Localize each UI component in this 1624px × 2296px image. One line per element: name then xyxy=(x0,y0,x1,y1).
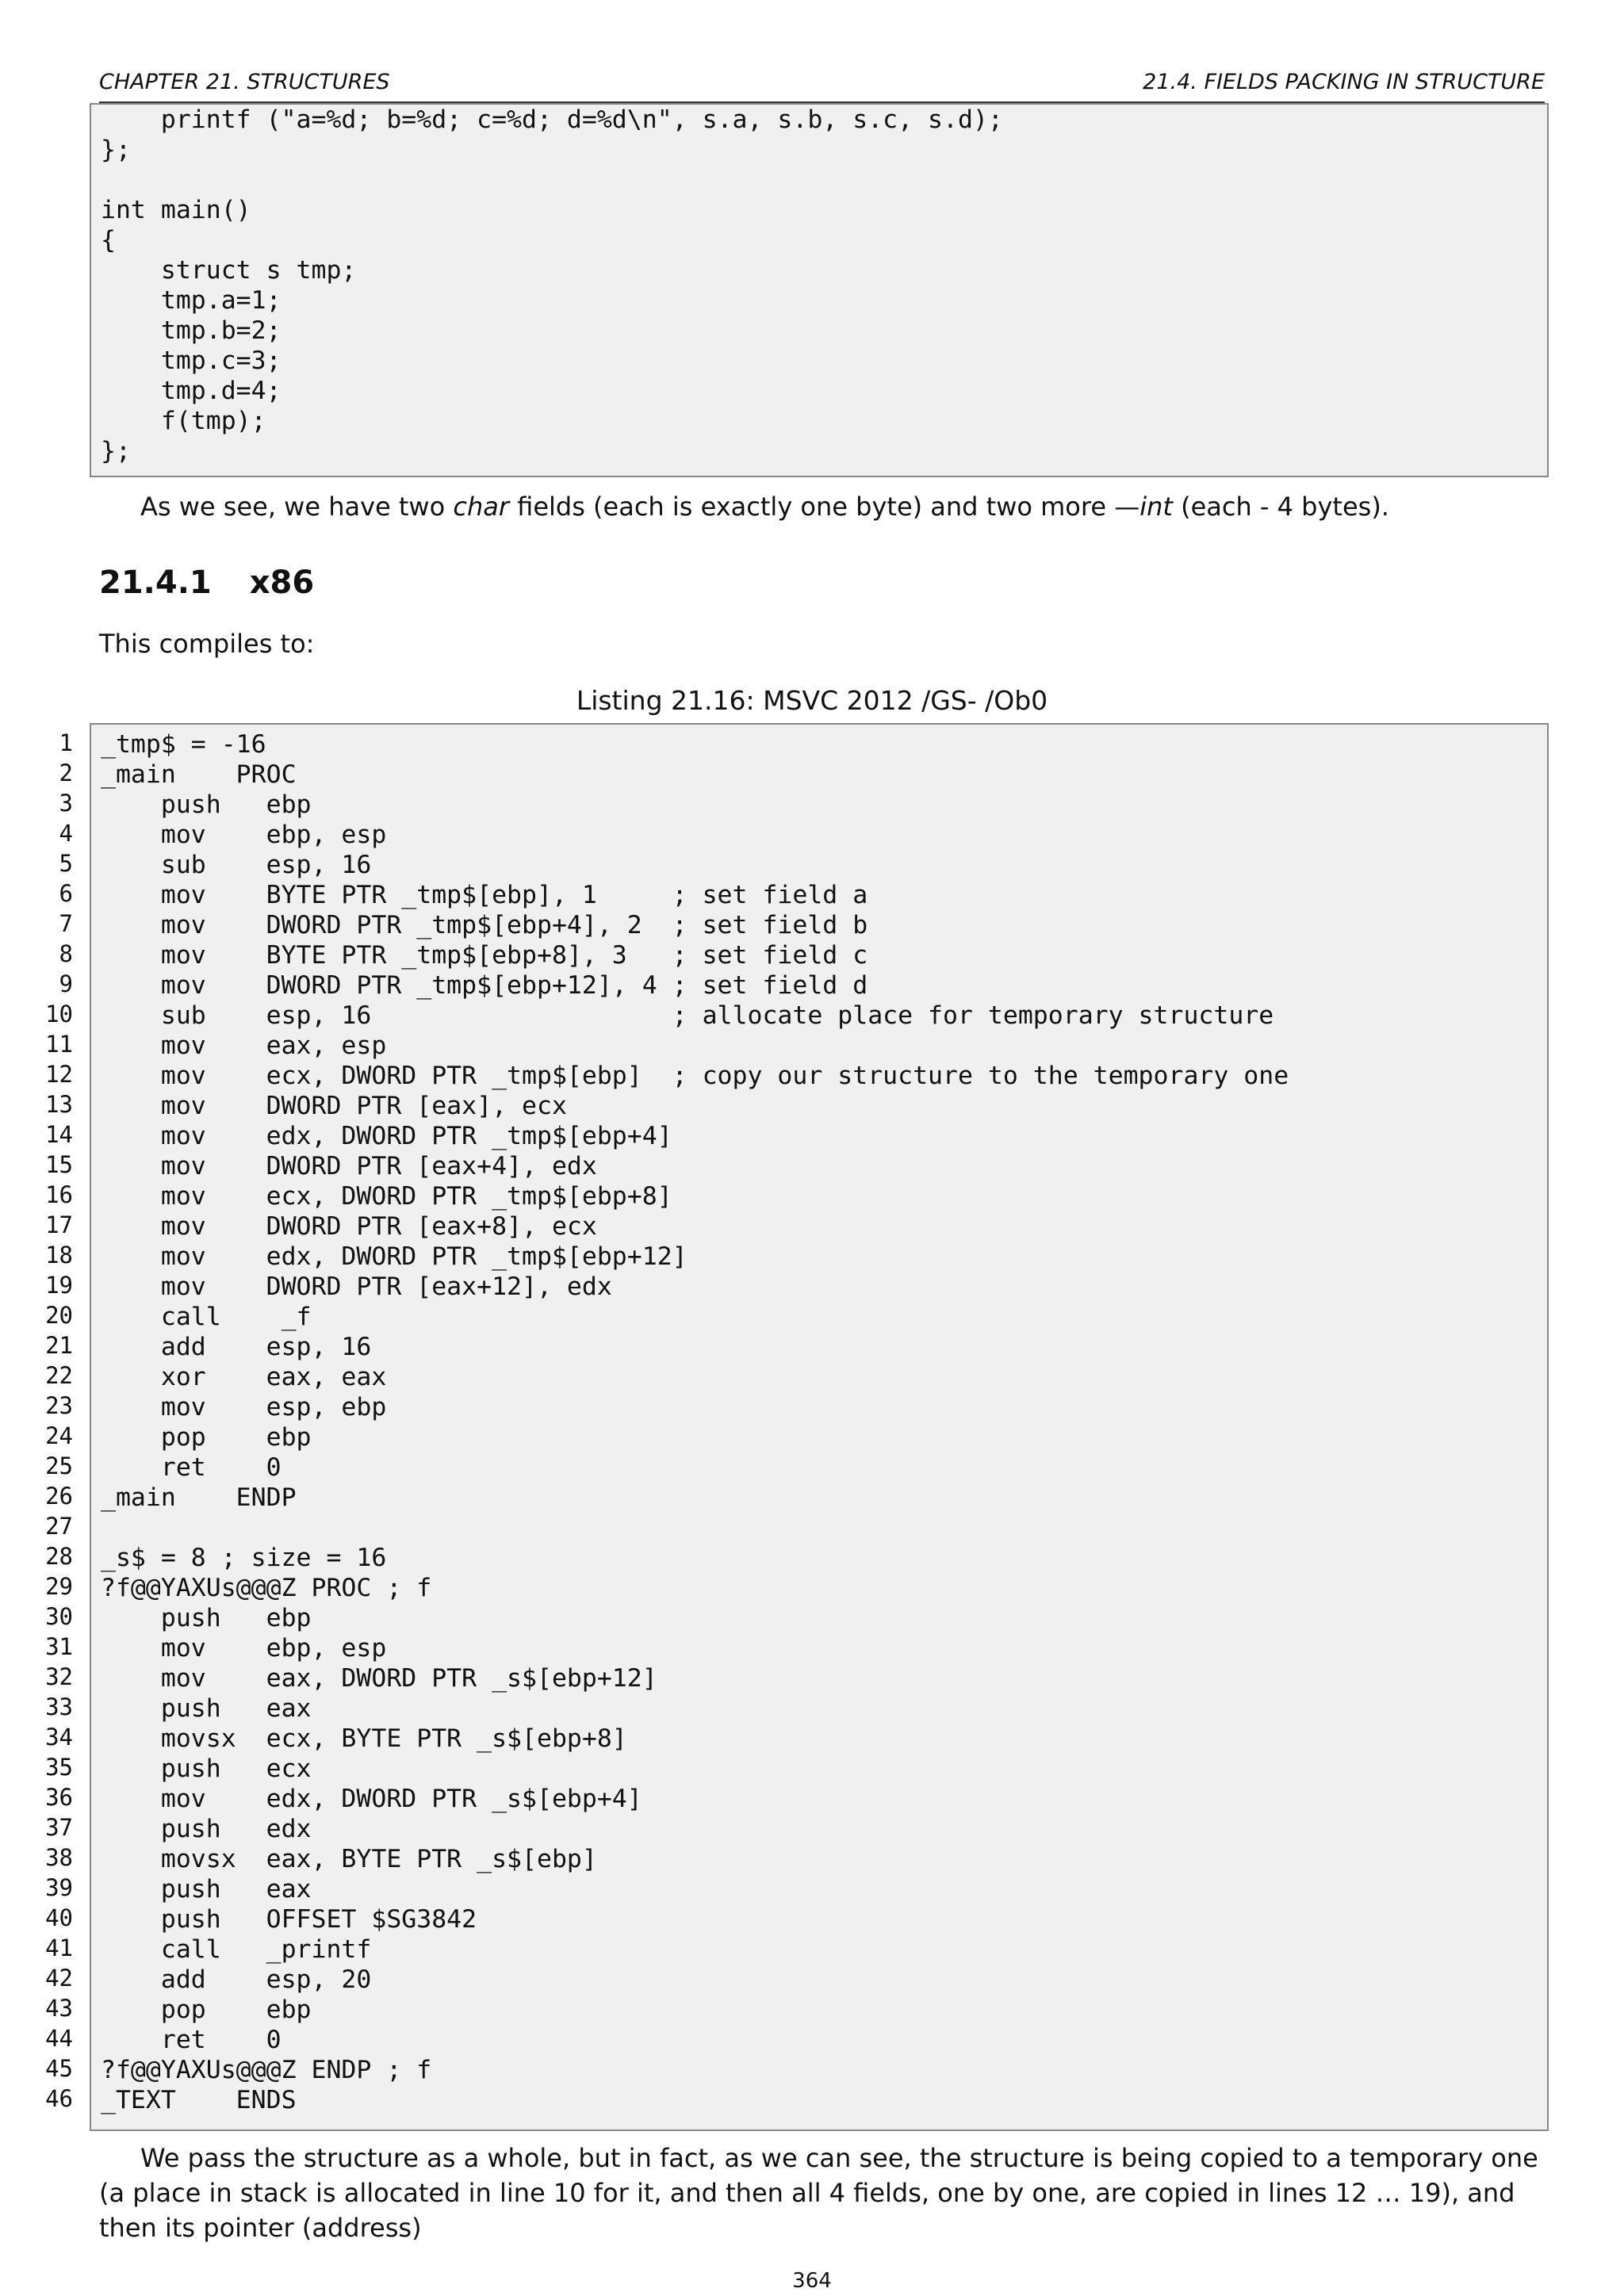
paragraph-fields: As we see, we have two char fields (each is exactly one byte) and two more —int (each - 4 bytes). xyxy=(140,492,1389,522)
code-block-asm xyxy=(90,723,1549,2131)
paragraph-structure-copy: We pass the structure as a whole, but in fact, as we can see, the structure is being copied to a temporary one (a place in stack is allocated in line 10 for it, and then all 4 fields, one by one, are copied in lines 12 … 19), and then its pointer (address) xyxy=(99,2143,1538,2243)
running-header xyxy=(99,70,1545,103)
emphasis-int: int xyxy=(1139,492,1173,522)
section-title: x86 xyxy=(249,564,315,601)
section-number: 21.4.1 xyxy=(99,564,212,601)
emphasis-char: char xyxy=(453,492,509,522)
header-chapter: CHAPTER 21. STRUCTURES xyxy=(99,70,390,94)
code-block-c xyxy=(90,103,1549,477)
code-text-asm: _tmp$ = -16 _main PROC push ebp mov ebp, esp sub esp, 16 mov BYTE PTR _tmp$[ebp], 1 ; set field a mov DWORD PTR _tmp$[ebp+4], 2 ; set field b mov BYTE PTR _tmp$[ebp+8], 3 ; set field c mov DWORD PTR _tmp$[ebp+12], 4 ; set field d sub esp, 16 ; allocate place for temporary structure mov eax, esp mov ecx, DWORD PTR _tmp$[ebp] ; copy our structure to the temporary one mov DWORD PTR [eax], ecx mov edx, DWORD PTR _tmp$[ebp+4] mov DWORD PTR [eax+4], edx mov ecx, DWORD PTR _tmp$[ebp+8] mov DWORD PTR [eax+8], ecx mov edx, DWORD PTR _tmp$[ebp+12] mov DWORD PTR [eax+12], edx call _f add esp, 16 xor eax, eax mov esp, ebp pop ebp ret 0 _main ENDP _s$ = 8 ; size = 16 ?f@@YAXUs@@@Z PROC ; f push ebp mov ebp, esp mov eax, DWORD PTR _s$[ebp+12] push eax movsx ecx, BYTE PTR _s$[ebp+8] push ecx mov edx, DWORD PTR _s$[ebp+4] push edx movsx eax, BYTE PTR _s$[ebp] push eax push OFFSET $SG3842 call _printf add esp, 20 pop ebp ret 0 ?f@@YAXUs@@@Z ENDP ; f _TEXT ENDS xyxy=(101,730,1289,2114)
section-heading xyxy=(99,564,314,601)
paragraph-compiles: This compiles to: xyxy=(99,629,315,659)
code-text-c: printf ("a=%d; b=%d; c=%d; d=%d\n", s.a, s.b, s.c, s.d); }; int main() { struct s tmp; tmp.a=1; tmp.b=2; tmp.c=3; tmp.d=4; f(tmp); }; xyxy=(101,105,1003,465)
listing-caption: Listing 21.16: MSVC 2012 /GS- /Ob0 xyxy=(576,685,1048,716)
page-number: 364 xyxy=(792,2269,832,2293)
header-section: 21.4. FIELDS PACKING IN STRUCTURE xyxy=(1143,70,1545,94)
listing-line-numbers: 1 2 3 4 5 6 7 8 9 10 11 12 13 14 15 16 17 18 19 20 21 22 23 24 25 26 27 28 29 30 31 32 33 34 35 36 37 38 39 40 41 42 43 44 45 46 xyxy=(45,729,73,2112)
